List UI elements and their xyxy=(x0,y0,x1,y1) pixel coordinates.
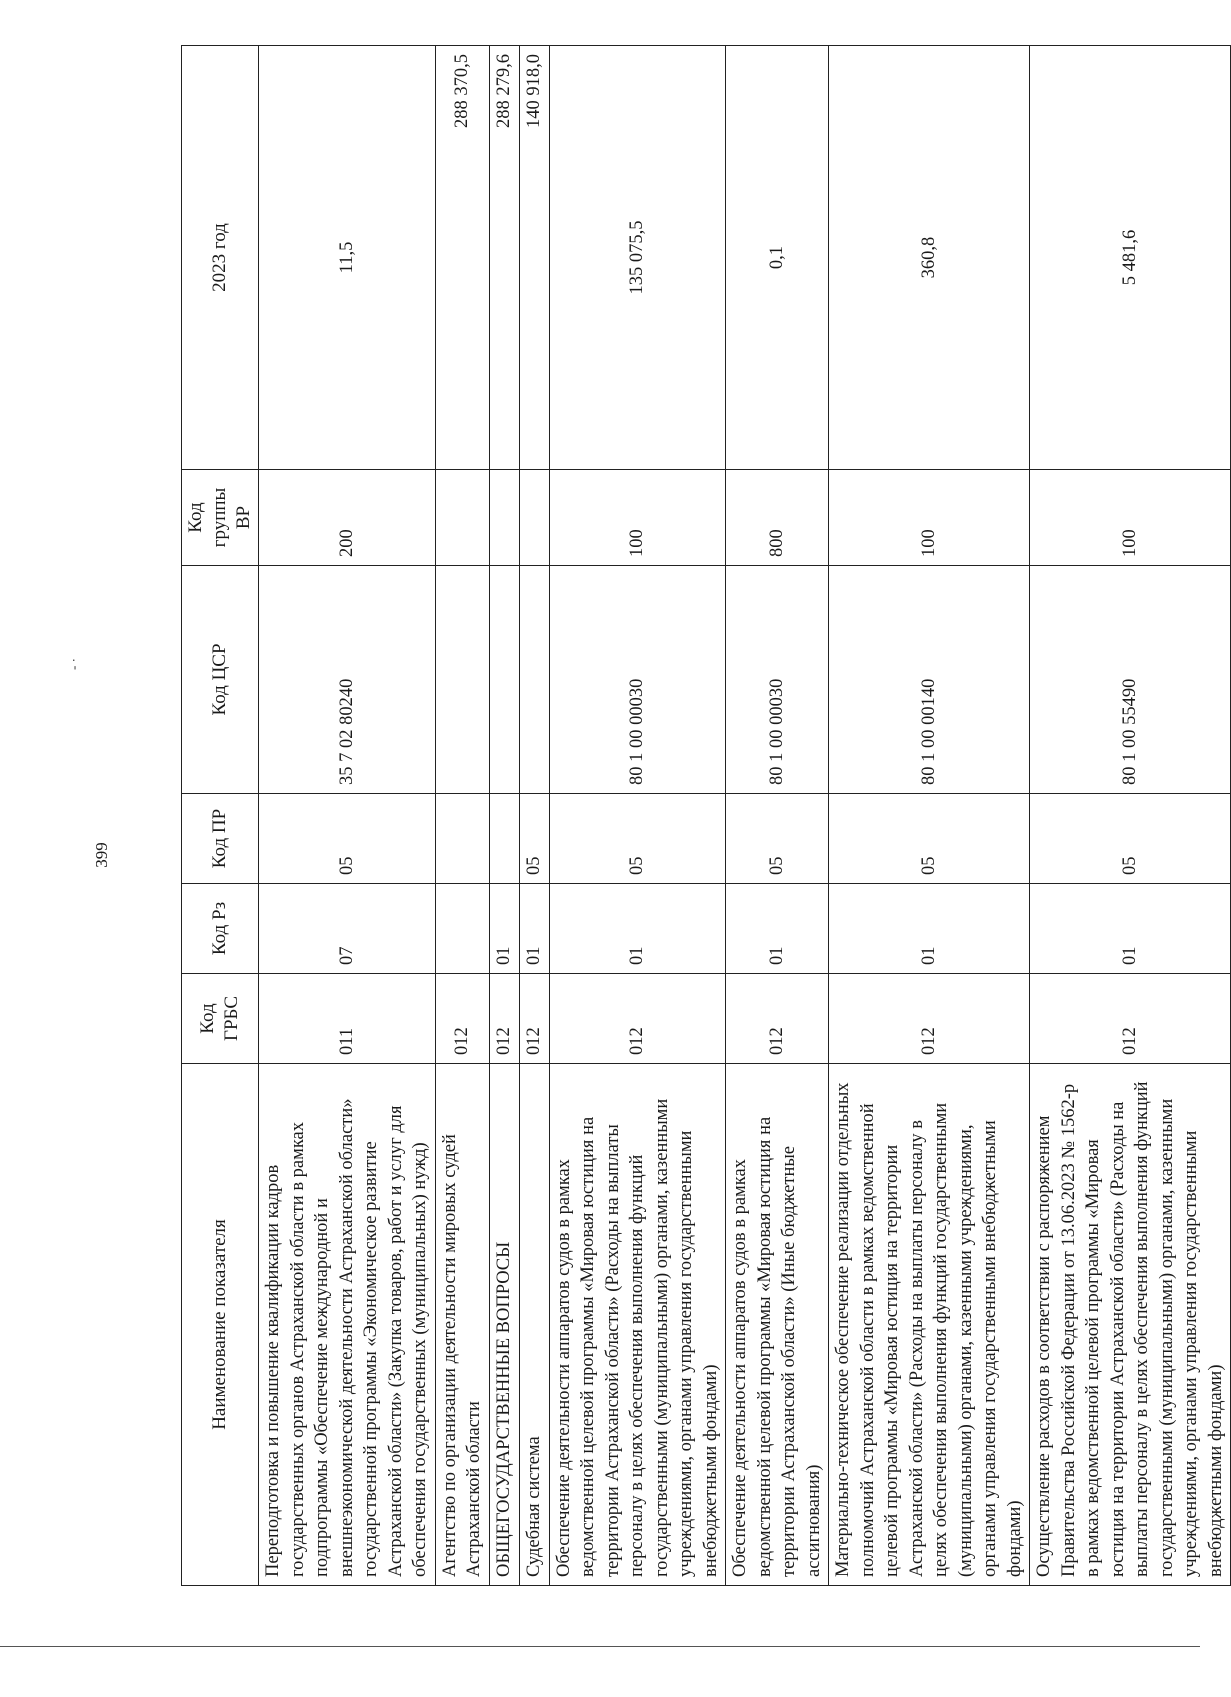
row-csr xyxy=(435,566,489,794)
row-name: Обеспечение деятельности аппаратов судов в рамках ведомственной целевой программы «Мировая юстиция на территории Астраханской области» (Иные бюджетные ассигнования) xyxy=(726,1064,829,1586)
table-row xyxy=(1030,46,1231,1586)
row-amount: 140 918,0 xyxy=(519,46,549,470)
row-pr: 05 xyxy=(259,794,436,884)
row-amount: 5 481,6 xyxy=(1030,46,1231,470)
row-csr: 80 1 00 00030 xyxy=(549,566,726,794)
row-vr: 100 xyxy=(1030,470,1231,566)
row-name: Судебная система xyxy=(519,1064,549,1586)
row-grbs: 012 xyxy=(726,974,829,1064)
row-amount: 288 279,6 xyxy=(489,46,519,470)
row-vr: 100 xyxy=(829,470,1030,566)
row-csr: 80 1 00 00030 xyxy=(726,566,829,794)
row-name: Обеспечение деятельности аппаратов судов в рамках ведомственной целевой программы «Мировая юстиция на территории Астраханской области» (Расходы на выплаты персоналу в целях обеспечения выполнения функций государственными (муниципальными) органами, казенными учреждениями, органами управления государственными внебюджетными фондами) xyxy=(549,1064,726,1586)
table-row xyxy=(435,46,489,1586)
header-vr: Код группы ВР xyxy=(182,470,259,566)
row-csr: 80 1 00 55490 xyxy=(1030,566,1231,794)
row-rz: 01 xyxy=(489,884,519,974)
row-amount: 360,8 xyxy=(829,46,1030,470)
row-name: Осуществление расходов в соответствии с распоряжением Правительства Российской Федерации от 13.06.2023 № 1562-р в рамках ведомственной целевой программы «Мировая юстиция на территории Астраханской области» (Расходы на выплаты персоналу в целях обеспечения выполнения функций государственными (муниципальными) органами, казенными учреждениями, органами управления государственными внебюджетными фондами) xyxy=(1030,1064,1231,1586)
header-csr: Код ЦСР xyxy=(182,566,259,794)
row-rz: 01 xyxy=(519,884,549,974)
row-vr xyxy=(435,470,489,566)
table-row xyxy=(549,46,726,1586)
table-row xyxy=(489,46,519,1586)
row-csr xyxy=(489,566,519,794)
row-vr xyxy=(519,470,549,566)
page-number: 399 xyxy=(92,842,111,868)
row-name: ОБЩЕГОСУДАРСТВЕННЫЕ ВОПРОСЫ xyxy=(489,1064,519,1586)
row-name: Агентство по организации деятельности мировых судей Астраханской области xyxy=(435,1064,489,1586)
row-csr xyxy=(519,566,549,794)
row-vr xyxy=(489,470,519,566)
row-pr: 05 xyxy=(829,794,1030,884)
row-vr: 100 xyxy=(549,470,726,566)
row-grbs: 011 xyxy=(259,974,436,1064)
bottom-divider xyxy=(0,1646,1200,1647)
row-pr: 05 xyxy=(1030,794,1231,884)
row-grbs: 012 xyxy=(829,974,1030,1064)
row-pr: 05 xyxy=(519,794,549,884)
row-pr: 05 xyxy=(549,794,726,884)
row-amount: 135 075,5 xyxy=(549,46,726,470)
table-row xyxy=(726,46,829,1586)
row-rz: 01 xyxy=(726,884,829,974)
row-csr: 80 1 00 00140 xyxy=(829,566,1030,794)
scan-specks: - · xyxy=(65,658,81,670)
header-rz: Код Рз xyxy=(182,884,259,974)
row-rz: 01 xyxy=(1030,884,1231,974)
table-header-row xyxy=(182,46,259,1586)
row-grbs: 012 xyxy=(1030,974,1231,1064)
budget-table xyxy=(181,45,1231,1586)
row-rz: 01 xyxy=(549,884,726,974)
row-pr xyxy=(489,794,519,884)
row-amount: 0,1 xyxy=(726,46,829,470)
table-row xyxy=(829,46,1030,1586)
row-amount: 11,5 xyxy=(259,46,436,470)
row-grbs: 012 xyxy=(549,974,726,1064)
header-pr: Код ПР xyxy=(182,794,259,884)
row-grbs: 012 xyxy=(489,974,519,1064)
rotated-table-container xyxy=(181,46,1226,1586)
row-rz: 07 xyxy=(259,884,436,974)
row-pr: 05 xyxy=(726,794,829,884)
row-grbs: 012 xyxy=(519,974,549,1064)
row-pr xyxy=(435,794,489,884)
table-row xyxy=(259,46,436,1586)
row-vr: 800 xyxy=(726,470,829,566)
row-csr: 35 7 02 80240 xyxy=(259,566,436,794)
row-rz xyxy=(435,884,489,974)
row-amount: 288 370,5 xyxy=(435,46,489,470)
row-vr: 200 xyxy=(259,470,436,566)
row-name: Материально-техническое обеспечение реализации отдельных полномочий Астраханской области в рамках ведомственной целевой программы «Мировая юстиция на территории Астраханской области» (Расходы на выплаты персоналу в целях обеспечения выполнения функций государственными (муниципальными) органами, казенными учреждениями, органами управления государственными внебюджетными фондами) xyxy=(829,1064,1030,1586)
row-grbs: 012 xyxy=(435,974,489,1064)
row-rz: 01 xyxy=(829,884,1030,974)
header-name: Наименование показателя xyxy=(182,1064,259,1586)
header-grbs: Код ГРБС xyxy=(182,974,259,1064)
row-name: Переподготовка и повышение квалификации кадров государственных органов Астраханской области в рамках подпрограммы «Обеспечение международной и внешнеэкономической деятельности Астраханской области» государственной программы «Экономическое развитие Астраханской области» (Закупка товаров, работ и услуг для обеспечения государственных (муниципальных) нужд) xyxy=(259,1064,436,1586)
table-row xyxy=(519,46,549,1586)
header-amount: 2023 год xyxy=(182,46,259,470)
